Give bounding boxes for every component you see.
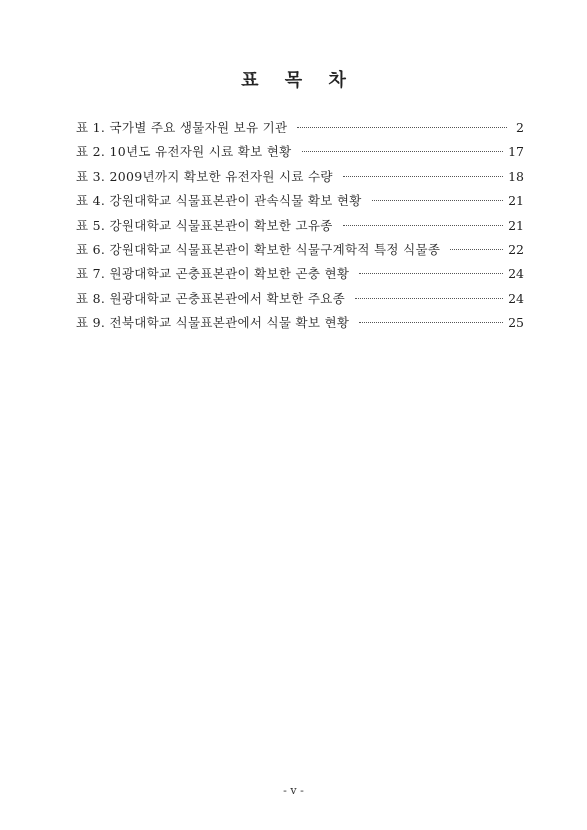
toc-entry-page: 17 [508,144,524,160]
page-title: 표 목 차 [241,70,356,91]
toc-entry-label: 표 9. 전북대학교 식물표본관에서 식물 확보 현황 [76,315,350,331]
toc-entry-label: 표 8. 원광대학교 곤충표본관에서 확보한 주요종 [76,290,346,306]
dot-leader [343,225,503,226]
toc-entry[interactable] [76,287,524,311]
table-of-contents [76,116,524,336]
dot-leader [359,273,503,274]
toc-entry-label: 표 2. 10년도 유전자원 시료 확보 현황 [76,144,292,160]
toc-entry[interactable] [76,214,524,238]
dot-leader [302,151,504,152]
toc-entry-page: 18 [508,168,524,184]
toc-entry-page: 21 [508,217,524,233]
toc-entry-page: 25 [508,315,524,331]
dot-leader [297,127,507,128]
toc-entry[interactable] [76,189,524,213]
toc-entry[interactable] [76,238,524,262]
toc-entry[interactable] [76,262,524,286]
toc-entry[interactable] [76,165,524,189]
toc-entry-page: 21 [508,193,524,209]
toc-entry[interactable] [76,311,524,335]
toc-entry-page: 24 [508,290,524,306]
toc-entry-label: 표 6. 강원대학교 식물표본관이 확보한 식물구계학적 특정 식물종 [76,241,441,257]
toc-entry-label: 표 5. 강원대학교 식물표본관이 확보한 고유종 [76,217,333,233]
toc-entry-label: 표 4. 강원대학교 식물표본관이 관속식물 확보 현황 [76,193,362,209]
toc-entry-label: 표 1. 국가별 주요 생물자원 보유 기관 [76,120,288,135]
toc-entry-label: 표 7. 원광대학교 곤충표본관이 확보한 곤충 현황 [76,266,350,282]
dot-leader [359,322,503,323]
toc-entry[interactable] [76,116,524,140]
dot-leader [343,176,503,177]
dot-leader [450,249,503,250]
toc-entry-page: 22 [508,241,524,257]
dot-leader [355,298,503,299]
toc-entry-page: 2 [516,120,524,135]
toc-entry-page: 24 [508,266,524,282]
toc-entry[interactable] [76,140,524,164]
toc-entry-label: 표 3. 2009년까지 확보한 유전자원 시료 수량 [76,168,333,184]
page-number: - v - [283,784,304,797]
dot-leader [372,200,503,201]
